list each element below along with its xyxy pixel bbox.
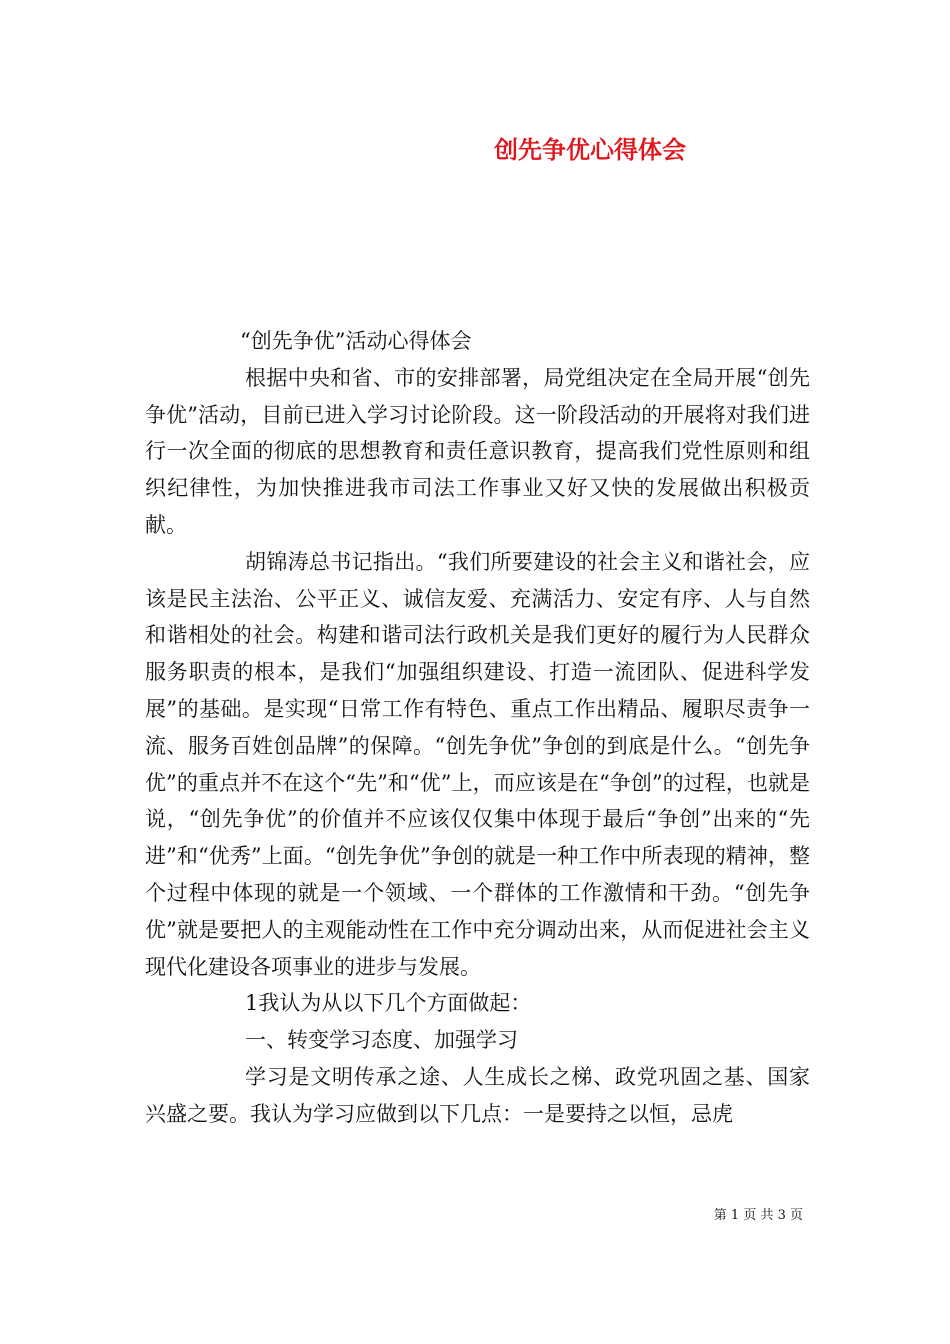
paragraph-aspects-intro: 1我认为从以下几个方面做起： — [245, 991, 532, 1016]
paragraph-intro: 根据中央和省、市的安排部署，局党组决定在全局开展“创先争优”活动，目前已进入学习讨论阶段。这一阶段活动的开展将对我们进行一次全面的彻底的思想教育和责任意识教育，提高我们党性原则和组织纪律性，为加快推进我市司法工作事业又好又快的发展做出积极贡献。 — [145, 365, 810, 537]
document-subtitle: “创先争优”活动心得体会 — [240, 329, 472, 353]
page-title: 创先争优心得体会 — [494, 135, 686, 164]
paragraph-hu-jintao-quote: 胡锦涛总书记指出。“我们所要建设的社会主义和谐社会，应该是民主法治、公平正义、诚信友爱、充满活力、安定有序、人与自然和谐相处的社会。构建和谐司法行政机关是我们更好的履行为人民群众服务职责的根本，是我们“加强组织建设、打造一流团队、促进科学发展”的基础。是实现“日常工作有特色、重点工作出精品、履职尽责争一流、服务百姓创品牌”的保障。“创先争优”争创的到底是什么。“创先争优”的重点并不在这个“先”和“优”上，而应该是在“争创”的过程，也就是说，“创先争优”的价值并不应该仅仅集中体现于最后“争创”出来的“先进”和“优秀”上面。“创先争优”争创的就是一种工作中所表现的精神，整个过程中体现的就是一个领域、一个群体的工作激情和干劲。“创先争优”就是要把人的主观能动性在工作中充分调动出来，从而促进社会主义现代化建设各项事业的进步与发展。 — [145, 549, 810, 979]
paragraph-study: 学习是文明传承之途、人生成长之梯、政党巩固之基、国家兴盛之要。我认为学习应做到以下几点：一是要持之以恒，忌虎 — [145, 1064, 810, 1126]
section-heading-study: 一、转变学习态度、加强学习 — [245, 1028, 518, 1053]
page-number: 第 1 页 共 3 页 — [713, 1208, 803, 1223]
document-body — [145, 323, 810, 1133]
